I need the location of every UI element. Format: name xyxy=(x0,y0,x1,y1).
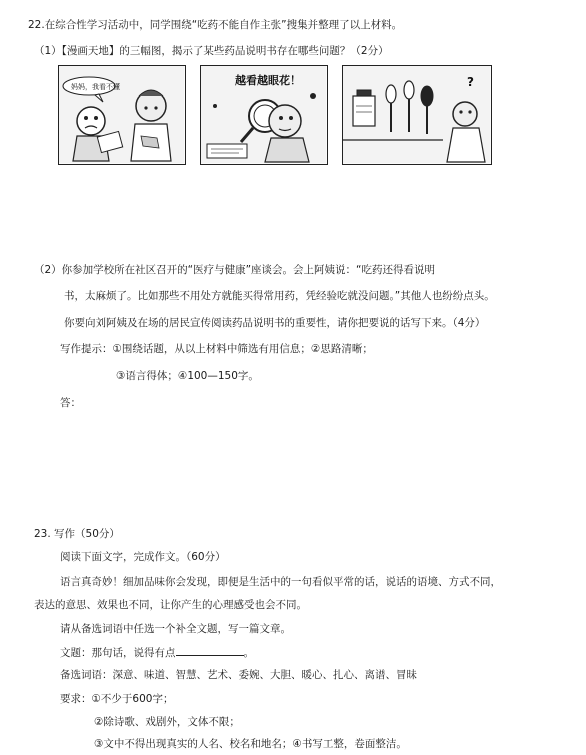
q23-para2: 请从备选词语中任选一个补全文题，写一篇文章。 xyxy=(60,623,291,635)
panel2-caption: 越看越眼花！ xyxy=(235,74,301,87)
q22-title: 22.在综合性学习活动中，同学围绕“吃药不能自作主张”搜集并整理了以上材料。 xyxy=(28,19,403,31)
q23-para1-line1: 语言真奇妙！细加品味你会发现，即便是生活中的一句看似平常的话，说话的语境、方式不同， xyxy=(60,576,501,588)
comic-panel-3 xyxy=(342,65,492,165)
q22-writing-tips-1: 写作提示：①围绕话题，从以上材料中筛选有用信息；②思路清晰； xyxy=(60,343,373,355)
topic-suffix: 。 xyxy=(243,647,254,659)
q23-para1-line2: 表达的意思、效果也不同，让你产生的心理感受也会不同。 xyxy=(34,599,307,611)
comic-panel-1 xyxy=(58,65,186,165)
q22-part2-line2: 书，太麻烦了。比如那些不用处方就能买得常用药，凭经验吃就没问题。”其他人也纷纷点头。 xyxy=(64,290,495,302)
comic-strip xyxy=(58,65,498,167)
comic-panel-2 xyxy=(200,65,328,165)
q22-part2-line3: 你要向刘阿姨及在场的居民宣传阅读药品说明书的重要性，请你把要说的话写下来。（4分） xyxy=(64,317,486,329)
panel3-caption: ? xyxy=(467,75,474,89)
q23-title: 23. 写作（50分） xyxy=(34,528,120,540)
q23-word-choices: 备选词语：深意、味道、智慧、艺术、委婉、大胆、暖心、扎心、离谱、冒昧 xyxy=(60,669,417,681)
q23-instruction: 阅读下面文字，完成作文。（60分） xyxy=(60,551,226,563)
q22-part2-line1: （2）你参加学校所在社区召开的“医疗与健康”座谈会。会上阿姨说：“吃药还得看说明 xyxy=(34,264,435,276)
q23-topic xyxy=(60,645,254,660)
topic-blank xyxy=(176,645,244,656)
q23-requirement-1: 要求：①不少于600字； xyxy=(60,693,174,705)
q23-requirement-2: ②除诗歌、戏剧外，文体不限； xyxy=(94,716,240,728)
q23-requirement-3: ③文中不得出现真实的人名、校名和地名；④书写工整，卷面整洁。 xyxy=(94,738,407,750)
panel1-caption: 妈妈，我看不懂 xyxy=(71,83,120,91)
topic-prefix: 文题：那句话，说得有点 xyxy=(60,647,176,659)
q22-part1: （1）【漫画天地】的三幅图，揭示了某些药品说明书存在哪些问题？（2分） xyxy=(34,45,389,57)
q22-answer-label: 答： xyxy=(60,397,81,409)
q22-writing-tips-2: ③语言得体；④100—150字。 xyxy=(116,370,259,382)
